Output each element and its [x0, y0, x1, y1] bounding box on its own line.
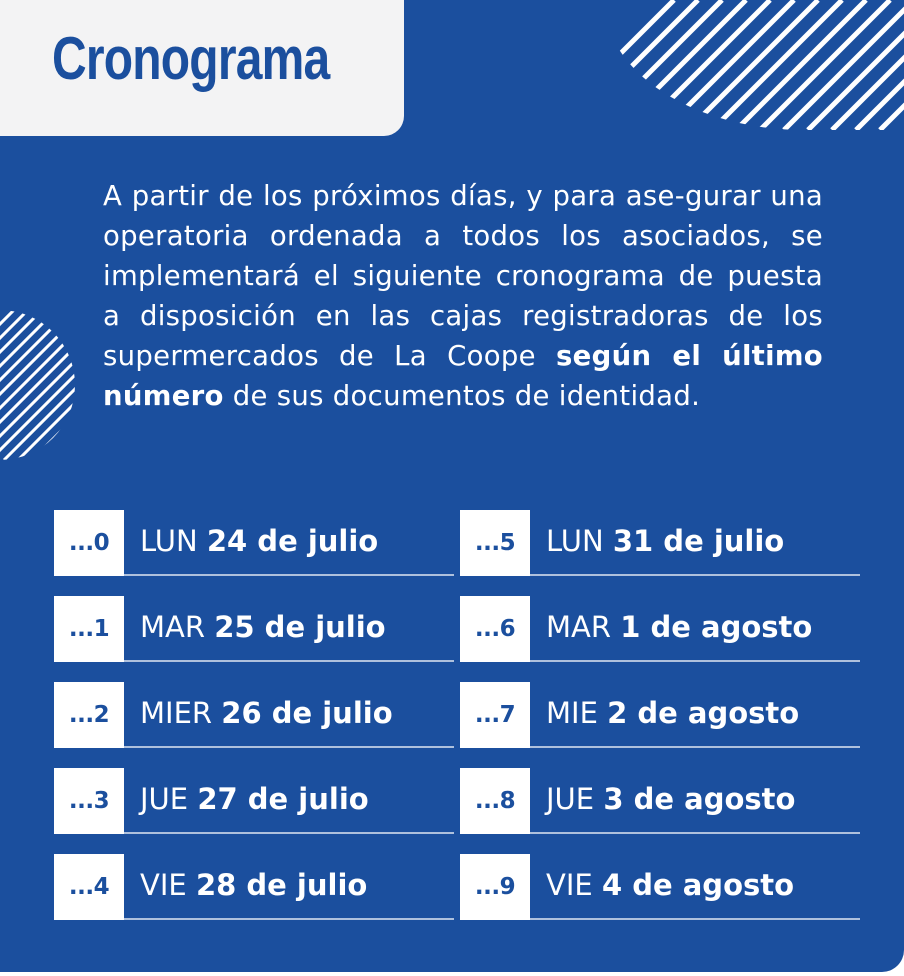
weekday-label: VIE: [140, 868, 187, 902]
document-digit-badge: ...8: [460, 768, 530, 834]
date-label: 4 de agosto: [601, 868, 795, 902]
date-label: 25 de julio: [214, 610, 386, 644]
weekday-label: VIE: [546, 868, 593, 902]
diagonal-stripes-decoration: [0, 310, 80, 460]
document-digit-badge: ...4: [54, 854, 124, 920]
intro-paragraph: [103, 176, 823, 416]
document-digit-badge: ...2: [54, 682, 124, 748]
title-box: [0, 0, 404, 136]
document-digit-badge: ...5: [460, 510, 530, 576]
intro-bold-text: según el último número: [103, 340, 823, 412]
schedule-date: [546, 782, 795, 816]
weekday-label: MAR: [546, 610, 612, 644]
weekday-label: JUE: [140, 782, 189, 816]
document-digit-badge: ...6: [460, 596, 530, 662]
schedule-row: [460, 510, 860, 576]
page-title: Cronograma: [52, 25, 330, 92]
date-label: 31 de julio: [612, 524, 785, 558]
intro-text: A partir de los próximos días, y para ase-gurar una operatoria ordenada a todos los asociados, se implementará el siguiente cronograma de puesta a disposición en las cajas registradoras de los supermercados de La Coope: [103, 180, 823, 372]
date-label: 24 de julio: [206, 524, 379, 558]
schedule-date: [140, 524, 378, 558]
weekday-label: LUN: [140, 524, 198, 558]
document-digit-badge: ...1: [54, 596, 124, 662]
date-label: 27 de julio: [197, 782, 369, 816]
document-digit-badge: ...0: [54, 510, 124, 576]
schedule-date: [546, 696, 799, 730]
date-label: 28 de julio: [195, 868, 368, 902]
document-digit-badge: ...7: [460, 682, 530, 748]
schedule-date: [140, 610, 386, 644]
schedule-date: [546, 610, 812, 644]
diagonal-stripes-decoration: [604, 0, 904, 130]
schedule-row: [460, 596, 860, 662]
intro-text-end: de sus documentos de identidad.: [223, 380, 701, 412]
date-label: 1 de agosto: [620, 610, 813, 644]
schedule-row: [54, 768, 454, 834]
schedule-date: [546, 868, 794, 902]
schedule-row: [460, 682, 860, 748]
date-label: 26 de julio: [221, 696, 393, 730]
schedule-date: [140, 868, 367, 902]
weekday-label: MAR: [140, 610, 206, 644]
schedule-row: [54, 682, 454, 748]
date-label: 2 de agosto: [607, 696, 800, 730]
weekday-label: MIER: [140, 696, 213, 730]
weekday-label: MIE: [546, 696, 598, 730]
weekday-label: LUN: [546, 524, 604, 558]
schedule-column-right: [460, 510, 860, 940]
schedule-date: [140, 696, 393, 730]
schedule-row: [54, 854, 454, 920]
schedule-column-left: [54, 510, 454, 940]
schedule-row: [460, 768, 860, 834]
schedule-row: [54, 510, 454, 576]
date-label: 3 de agosto: [603, 782, 796, 816]
schedule-row: [460, 854, 860, 920]
document-digit-badge: ...3: [54, 768, 124, 834]
schedule-date: [140, 782, 369, 816]
document-digit-badge: ...9: [460, 854, 530, 920]
schedule-row: [54, 596, 454, 662]
weekday-label: JUE: [546, 782, 595, 816]
schedule-date: [546, 524, 784, 558]
